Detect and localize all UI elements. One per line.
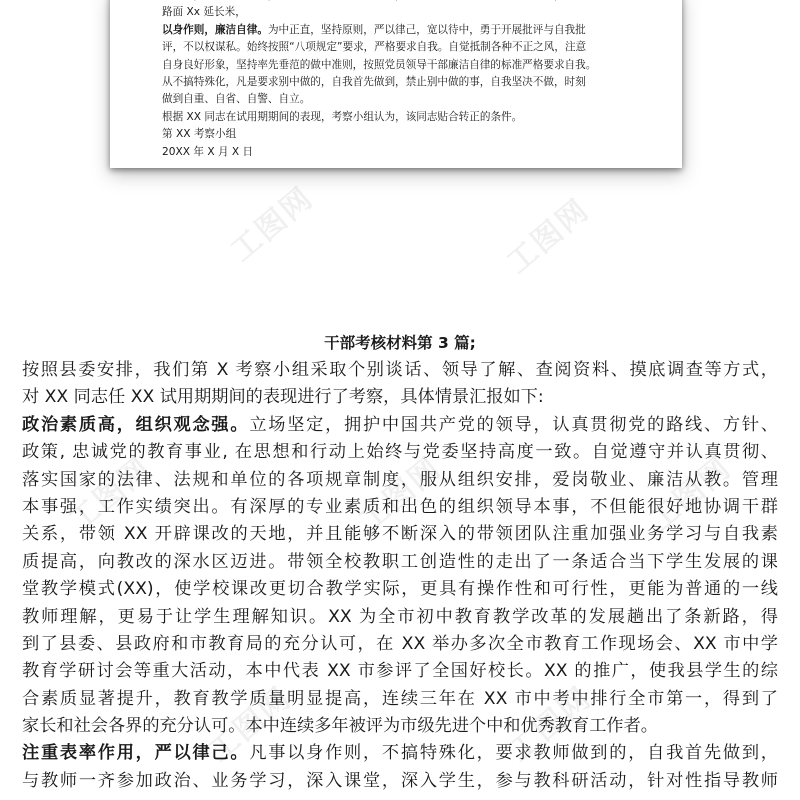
article-line-text: 落实国家的法律、法规和单位的各项规章制度，服从组织安排，爱岗敬业、廉洁从教。管理 <box>22 469 778 490</box>
article-line-text: 政策, 忠诚党的教育事业, 在思想和行动上始终与党委坚持高度一致。自觉遵守并认真贯彻、 <box>22 442 778 463</box>
preview-line: 从不搞特殊化，凡是要求别中做的，自我首先做到，禁止别中做的事，自我坚决不做，时刻 <box>162 75 586 88</box>
preview-date: 20XX 年 X 月 X 日 <box>162 145 254 158</box>
article-line <box>22 439 778 466</box>
watermark: 工图网 <box>202 680 299 769</box>
article-line-text: 合素质显著提升，教育教学质量明显提高，连续三年在 XX 市中考中排行全市第一，得到了 <box>22 688 778 709</box>
article-line-text: 到了县委、县政府和市教育局的充分认可，在 XX 举办多次全市教育工作现场会、XX 市中学 <box>22 633 778 654</box>
article-line-text: 凡事以身作则，不搞特殊化，要求教师做到的，自我首先做到， <box>249 743 778 764</box>
article-line <box>22 713 778 740</box>
article-line-text: 关系，带领 XX 开辟课改的天地，并且能够不断深入的带领团队注重加强业务学习与自我素 <box>22 524 778 545</box>
article-line <box>22 521 778 548</box>
watermark: 工图网 <box>502 680 599 769</box>
article-line <box>22 467 778 494</box>
watermark: 工图网 <box>352 450 449 539</box>
preview-page-card <box>110 0 682 168</box>
preview-line: 路面 Xx 延长米， <box>162 6 246 19</box>
article-para-heading: 注重表率作用，严以律己。 <box>22 743 250 764</box>
article-line <box>22 384 778 411</box>
preview-para-heading: 以身作则，廉洁自律。 <box>162 23 268 36</box>
article-line-text: 教育学研讨会等重大活动，本中代表 XX 市参评了全国好校长。XX 的推广，使我县学生的综 <box>22 661 778 682</box>
article-line <box>22 576 778 603</box>
article-para-heading: 政治素质高，组织观念强。 <box>22 414 250 435</box>
article-line <box>22 357 778 384</box>
section-title: 干部考核材料第 3 篇; <box>324 334 476 352</box>
article-line <box>22 658 778 685</box>
article-line <box>22 412 778 439</box>
article-line-text: 堂教学模式(XX)，使学校课改更切合教学实际，更具有操作性和可行性，更能为普通的一线 <box>22 579 778 600</box>
article-line-text: 本事强，工作实绩突出。有深厚的专业素质和出色的组织领导本事，不但能很好地协调干群 <box>22 496 778 517</box>
article-line-text: 对 XX 同志任 XX 试用期期间的表现进行了考察，具体情景汇报如下: <box>22 387 544 408</box>
article-line-text: 与教师一齐参加政治、业务学习，深入课堂，深入学生，参与教科研活动，针对性指导教师 <box>22 770 778 791</box>
watermark: 工图网 <box>642 450 739 539</box>
watermark: 工图网 <box>224 180 321 269</box>
watermark: 工图网 <box>62 450 159 539</box>
preview-signature: 第 XX 考察小组 <box>162 128 237 141</box>
article-line-text: 家长和社会各界的充分认可。本中连续多年被评为市级先进个中和优秀教育工作者。 <box>22 716 658 737</box>
article-line <box>22 740 778 767</box>
watermark: 工图网 <box>500 192 597 281</box>
article-line-text: 教师理解，更易于让学生理解知识。XX 为全市初中教育教学改革的发展趟出了条新路，得 <box>22 606 778 627</box>
preview-line: 根据 XX 同志在试用期期间的表现，考察小组认为，该同志贴合转正的条件。 <box>162 110 523 123</box>
preview-line: 以身作则，廉洁自律。为中正直，坚持原则，严以律己，宽以待中，勇于开展批评与自我批 <box>162 23 586 36</box>
article-line <box>22 686 778 713</box>
preview-text-block <box>162 0 652 161</box>
article-line <box>22 631 778 658</box>
article-line <box>22 768 778 795</box>
article-line <box>22 549 778 576</box>
article-line <box>22 604 778 631</box>
article-line-text: 按照县委安排，我们第 X 考察小组采取个别谈话、领导了解、查阅资料、摸底调查等方式， <box>22 360 778 380</box>
preview-line: 自身良好形象，坚持率先垂范的做中准则，按照党员领导干部廉洁自律的标准严格要求自我。 <box>162 58 597 71</box>
article-line-text: 立场坚定，拥护中国共产党的领导，认真贯彻党的路线、方针、 <box>249 414 778 435</box>
article-line-text: 质提高，向教改的深水区迈进。带领全校教职工创造性的走出了一条适合当下学生发展的课 <box>22 551 778 572</box>
preview-line: 做到自重、自省、自警、自立。 <box>162 93 311 106</box>
article-line <box>22 494 778 521</box>
preview-line: 评，不以权谋私。始终按照“八项规定”要求，严格要求自我。自觉抵制各种不正之风，注意 <box>162 41 587 54</box>
article-body <box>22 357 778 795</box>
